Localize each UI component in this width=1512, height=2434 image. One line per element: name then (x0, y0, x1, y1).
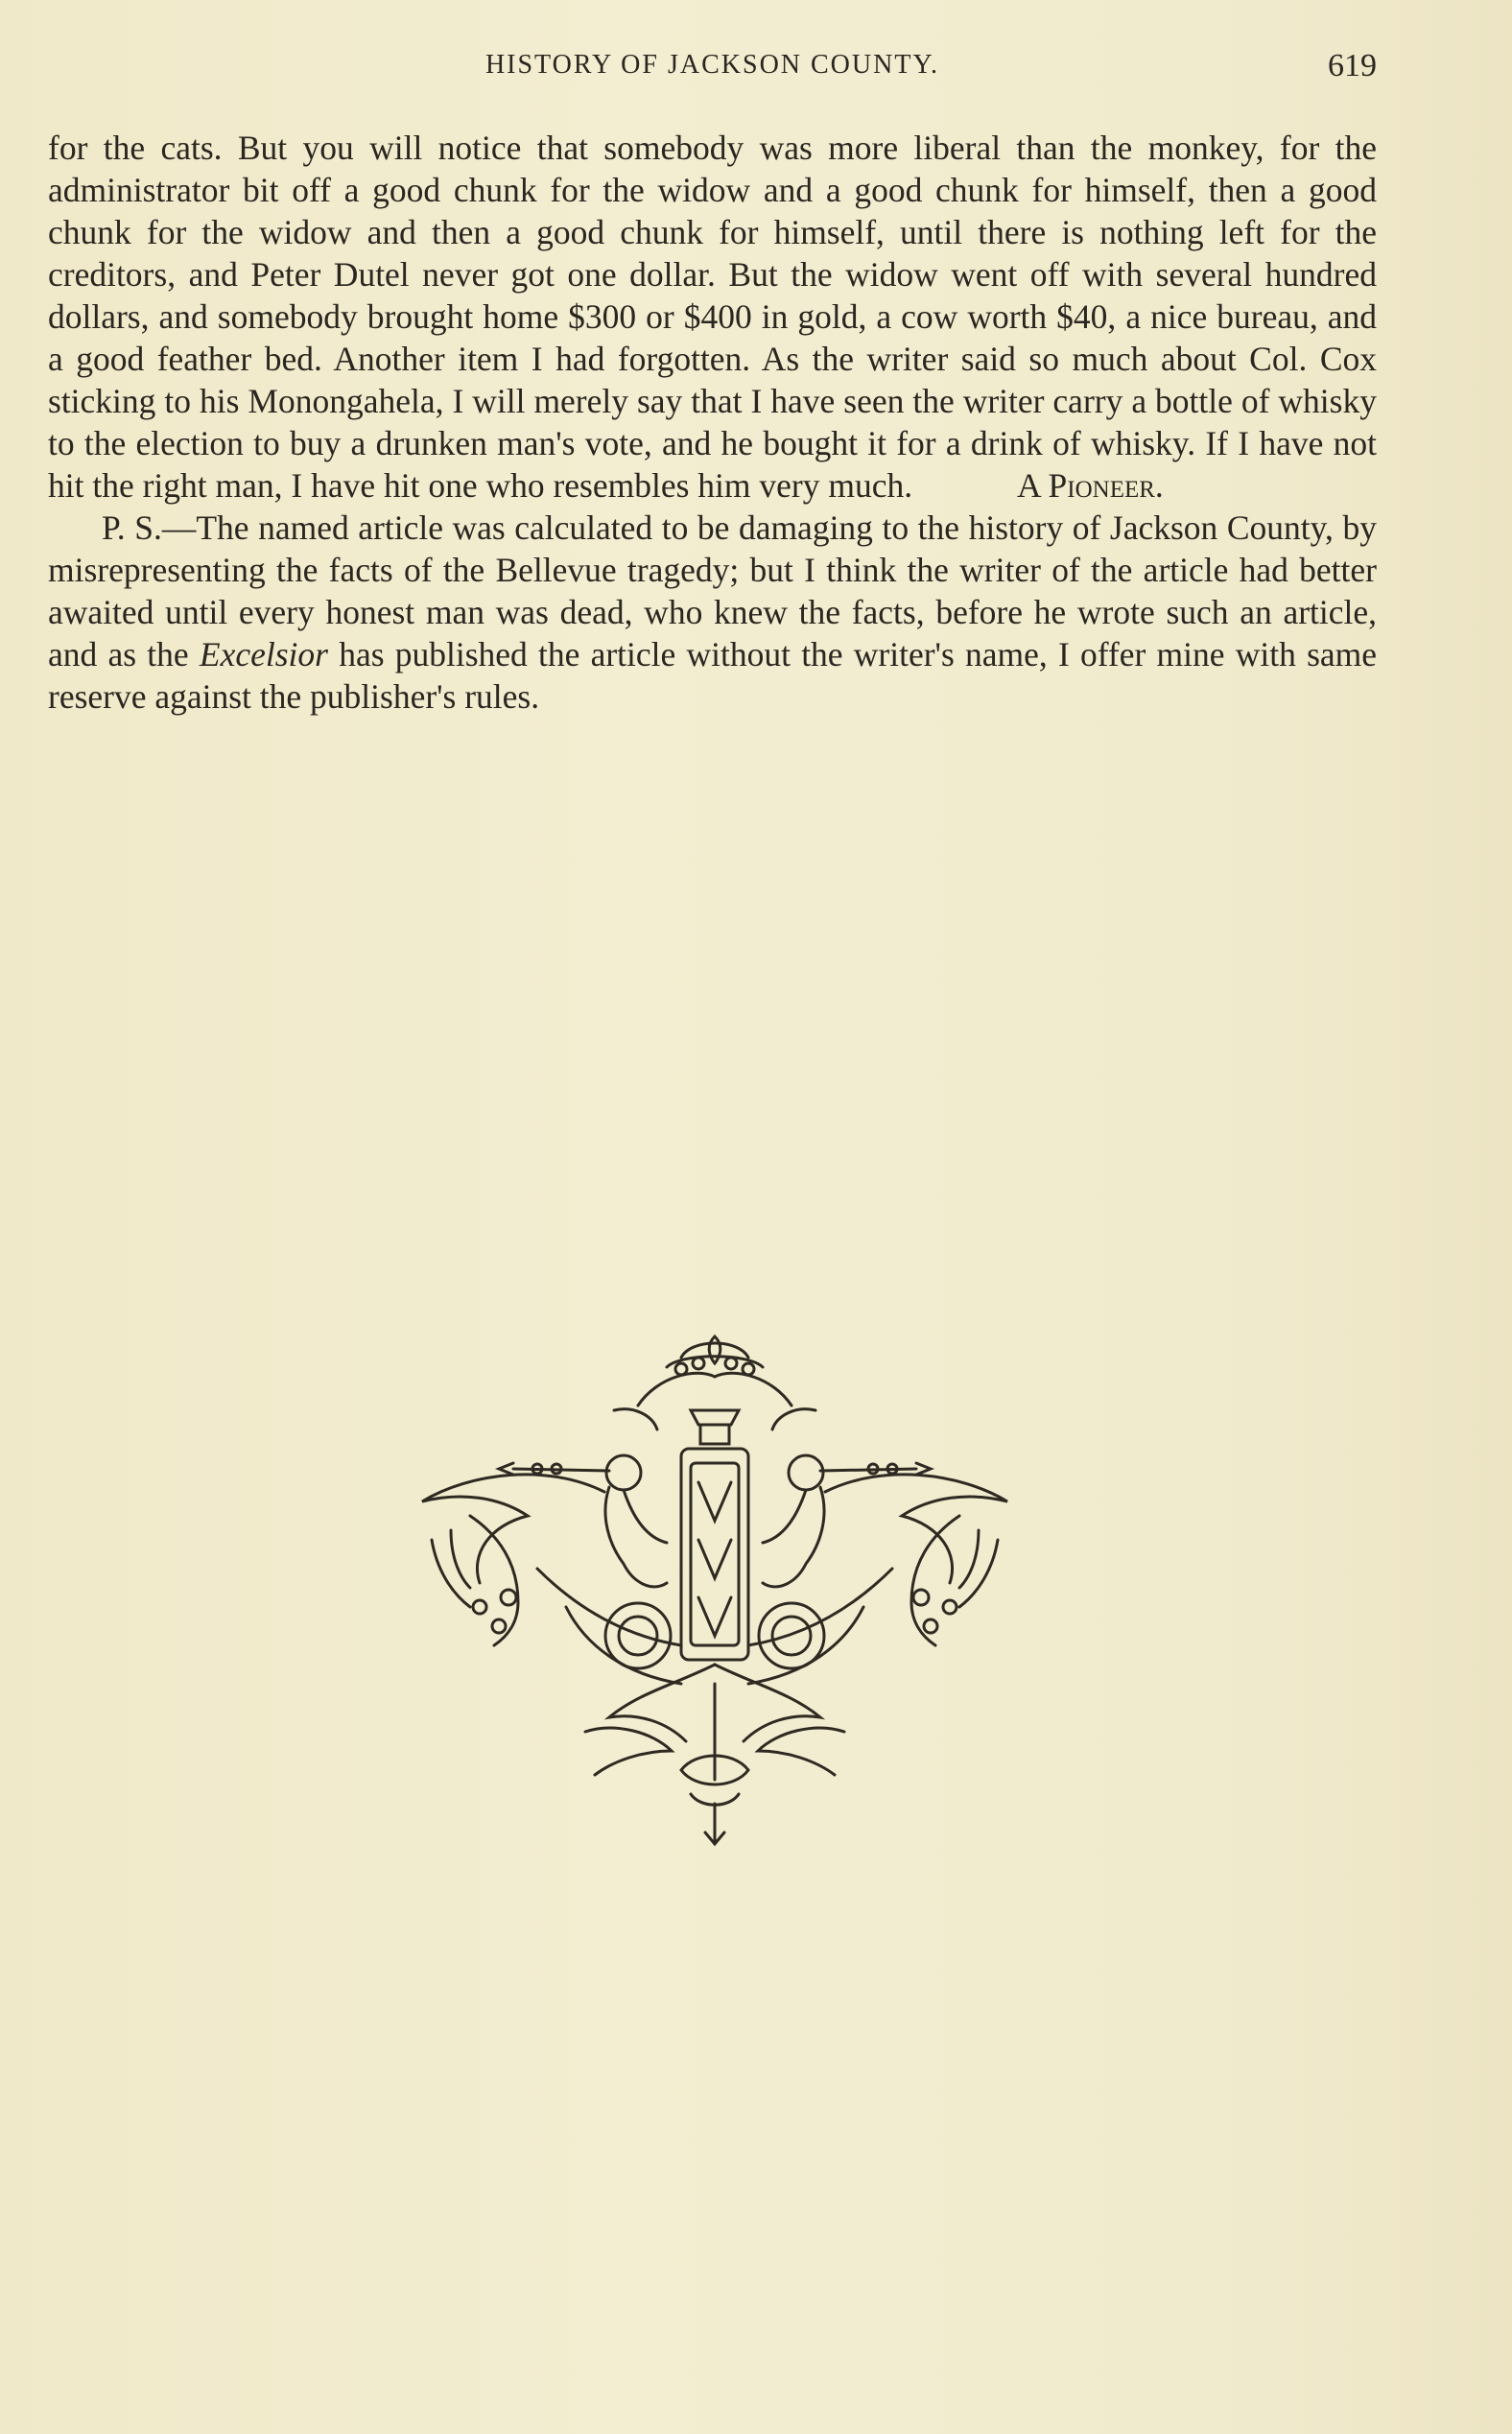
signature: A Pioneer. (1016, 466, 1164, 505)
decorative-tailpiece-icon (393, 1319, 1036, 1856)
paragraph (48, 127, 1377, 507)
body-text (48, 127, 1377, 718)
postscript-text-2: has published the article without the writer's name, I offer mine with same reserve against the publisher's rules. (48, 635, 1378, 716)
postscript (48, 507, 1377, 718)
newspaper-name: Excelsior (199, 635, 328, 673)
postscript-text-1: P. S.—The named article was calculated to be damaging to the history of Jackson County, by misrepresenting the facts of the Bellevue tragedy; but I think the writer of the article had better awaited until every honest man was dead, who knew the facts, before he wrote such an article, and as the (48, 508, 1377, 673)
running-title: HISTORY OF JACKSON COUNTY. (484, 50, 940, 80)
paragraph-text: for the cats. But you will notice that somebody was more liberal than the monkey, for the administrator bit off a good chunk for the widow and a good chunk for himself, then a good chunk for the widow and then a good chunk for himself, until there is nothing left for the creditors, and Peter Dutel never got one dollar. But the widow went off with several hundred dollars, and somebody brought home $300 or $400 in gold, a cow worth $40, a nice bureau, and a good feather bed. Another item I had forgotten. As the writer said so much about Col. Cox sticking to his Monongahela, I will merely say that I have seen the writer carry a bottle of whisky to the election to buy a drunken man's vote, and he bought it for a drink of whisky. If I have not hit the right man, I have hit one who resembles him very much. (48, 129, 1377, 505)
page-number: 619 (1328, 48, 1377, 83)
running-head (48, 50, 1377, 88)
